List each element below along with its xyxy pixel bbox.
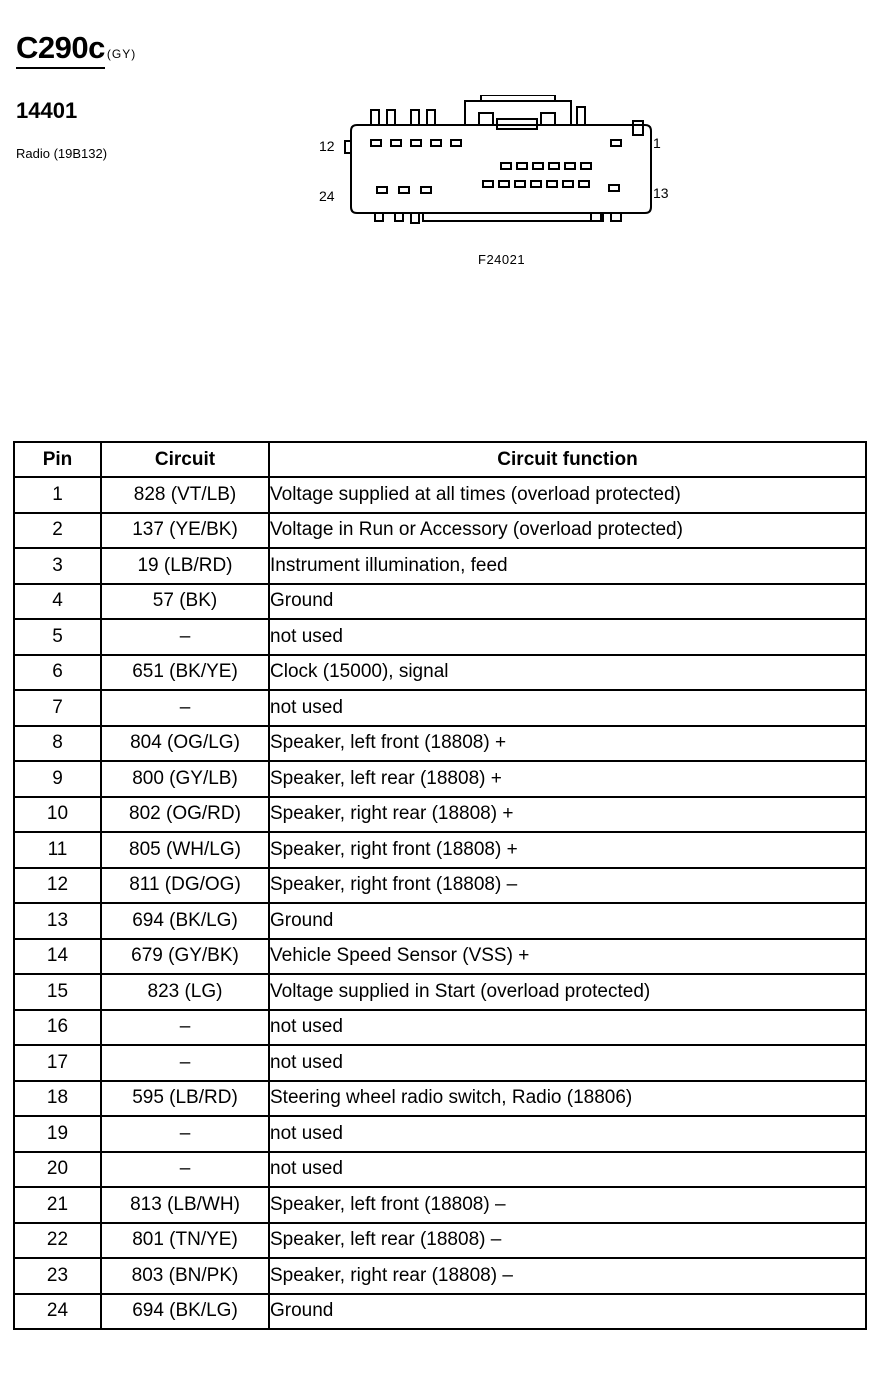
pin-cell: 15 [14,974,101,1010]
table-row [14,1081,866,1117]
pin-cell: 4 [14,584,101,620]
pin-cell: 5 [14,619,101,655]
function-cell: Speaker, left front (18808) + [269,726,866,762]
function-cell: Speaker, right rear (18808) – [269,1258,866,1294]
pin-cell: 9 [14,761,101,797]
connector-diagram [315,95,669,240]
table-row [14,548,866,584]
connector-face-drawing [315,95,665,235]
circuit-cell: 823 (LG) [101,974,269,1010]
circuit-cell: 679 (GY/BK) [101,939,269,975]
connector-id: C290c [16,30,105,69]
table-row [14,974,866,1010]
function-cell: Speaker, left rear (18808) + [269,761,866,797]
pin-label-12: 12 [319,138,335,154]
pin-label-24: 24 [319,188,335,204]
function-cell: not used [269,1152,866,1188]
table-row [14,513,866,549]
table-row [14,726,866,762]
function-cell: Speaker, right front (18808) – [269,868,866,904]
part-number: 14401 [16,98,78,123]
table-row [14,690,866,726]
circuit-cell: 828 (VT/LB) [101,477,269,513]
pin-cell: 19 [14,1116,101,1152]
function-cell: Speaker, left front (18808) – [269,1187,866,1223]
function-cell: Ground [269,1294,866,1330]
function-cell: Speaker, right rear (18808) + [269,797,866,833]
circuit-cell: 694 (BK/LG) [101,903,269,939]
circuit-cell: 802 (OG/RD) [101,797,269,833]
connector-color: (GY) [106,47,137,61]
table-row [14,1116,866,1152]
function-cell: not used [269,690,866,726]
pin-cell: 21 [14,1187,101,1223]
table-row [14,1010,866,1046]
circuit-cell: 19 (LB/RD) [101,548,269,584]
pin-cell: 17 [14,1045,101,1081]
pin-cell: 12 [14,868,101,904]
pin-cell: 14 [14,939,101,975]
pin-label-13: 13 [653,185,669,201]
circuit-cell: 137 (YE/BK) [101,513,269,549]
table-row [14,868,866,904]
function-cell: not used [269,619,866,655]
pin-cell: 3 [14,548,101,584]
pin-cell: 8 [14,726,101,762]
pin-cell: 11 [14,832,101,868]
pin-table [13,441,867,1330]
circuit-cell: 57 (BK) [101,584,269,620]
pin-cell: 7 [14,690,101,726]
pin-cell: 20 [14,1152,101,1188]
header-function: Circuit function [269,442,866,477]
function-cell: Speaker, left rear (18808) – [269,1223,866,1259]
circuit-cell: – [101,1010,269,1046]
pin-cell: 18 [14,1081,101,1117]
circuit-cell: 651 (BK/YE) [101,655,269,691]
table-row [14,1187,866,1223]
pin-cell: 22 [14,1223,101,1259]
header-circuit: Circuit [101,442,269,477]
function-cell: Clock (15000), signal [269,655,866,691]
pin-cell: 16 [14,1010,101,1046]
table-row [14,1045,866,1081]
pin-cell: 23 [14,1258,101,1294]
function-cell: Voltage in Run or Accessory (overload protected) [269,513,866,549]
component-name: Radio (19B132) [16,146,108,161]
table-header-row [14,442,866,477]
table-row [14,761,866,797]
circuit-cell: – [101,690,269,726]
table-row [14,1294,866,1330]
table-row [14,903,866,939]
circuit-cell: – [101,1116,269,1152]
pin-cell: 2 [14,513,101,549]
circuit-cell: 804 (OG/LG) [101,726,269,762]
table-row [14,797,866,833]
function-cell: not used [269,1116,866,1152]
circuit-cell: 694 (BK/LG) [101,1294,269,1330]
function-cell: not used [269,1010,866,1046]
circuit-cell: 801 (TN/YE) [101,1223,269,1259]
function-cell: Instrument illumination, feed [269,548,866,584]
function-cell: not used [269,1045,866,1081]
circuit-cell: 811 (DG/OG) [101,868,269,904]
pin-cell: 1 [14,477,101,513]
circuit-cell: 595 (LB/RD) [101,1081,269,1117]
header-pin: Pin [14,442,101,477]
circuit-cell: 803 (BN/PK) [101,1258,269,1294]
pin-cell: 24 [14,1294,101,1330]
table-row [14,619,866,655]
table-row [14,477,866,513]
pin-label-1: 1 [653,135,661,151]
circuit-cell: 805 (WH/LG) [101,832,269,868]
function-cell: Ground [269,584,866,620]
function-cell: Speaker, right front (18808) + [269,832,866,868]
function-cell: Steering wheel radio switch, Radio (18806) [269,1081,866,1117]
circuit-cell: 813 (LB/WH) [101,1187,269,1223]
function-cell: Voltage supplied in Start (overload protected) [269,974,866,1010]
function-cell: Ground [269,903,866,939]
circuit-cell: – [101,1045,269,1081]
circuit-cell: – [101,1152,269,1188]
table-row [14,584,866,620]
pin-cell: 13 [14,903,101,939]
connector-title [16,30,136,66]
table-row [14,832,866,868]
table-row [14,1152,866,1188]
function-cell: Voltage supplied at all times (overload protected) [269,477,866,513]
figure-id: F24021 [478,252,526,267]
table-row [14,1223,866,1259]
table-row [14,1258,866,1294]
circuit-cell: 800 (GY/LB) [101,761,269,797]
table-row [14,939,866,975]
pin-cell: 6 [14,655,101,691]
table-row [14,655,866,691]
pin-cell: 10 [14,797,101,833]
function-cell: Vehicle Speed Sensor (VSS) + [269,939,866,975]
circuit-cell: – [101,619,269,655]
